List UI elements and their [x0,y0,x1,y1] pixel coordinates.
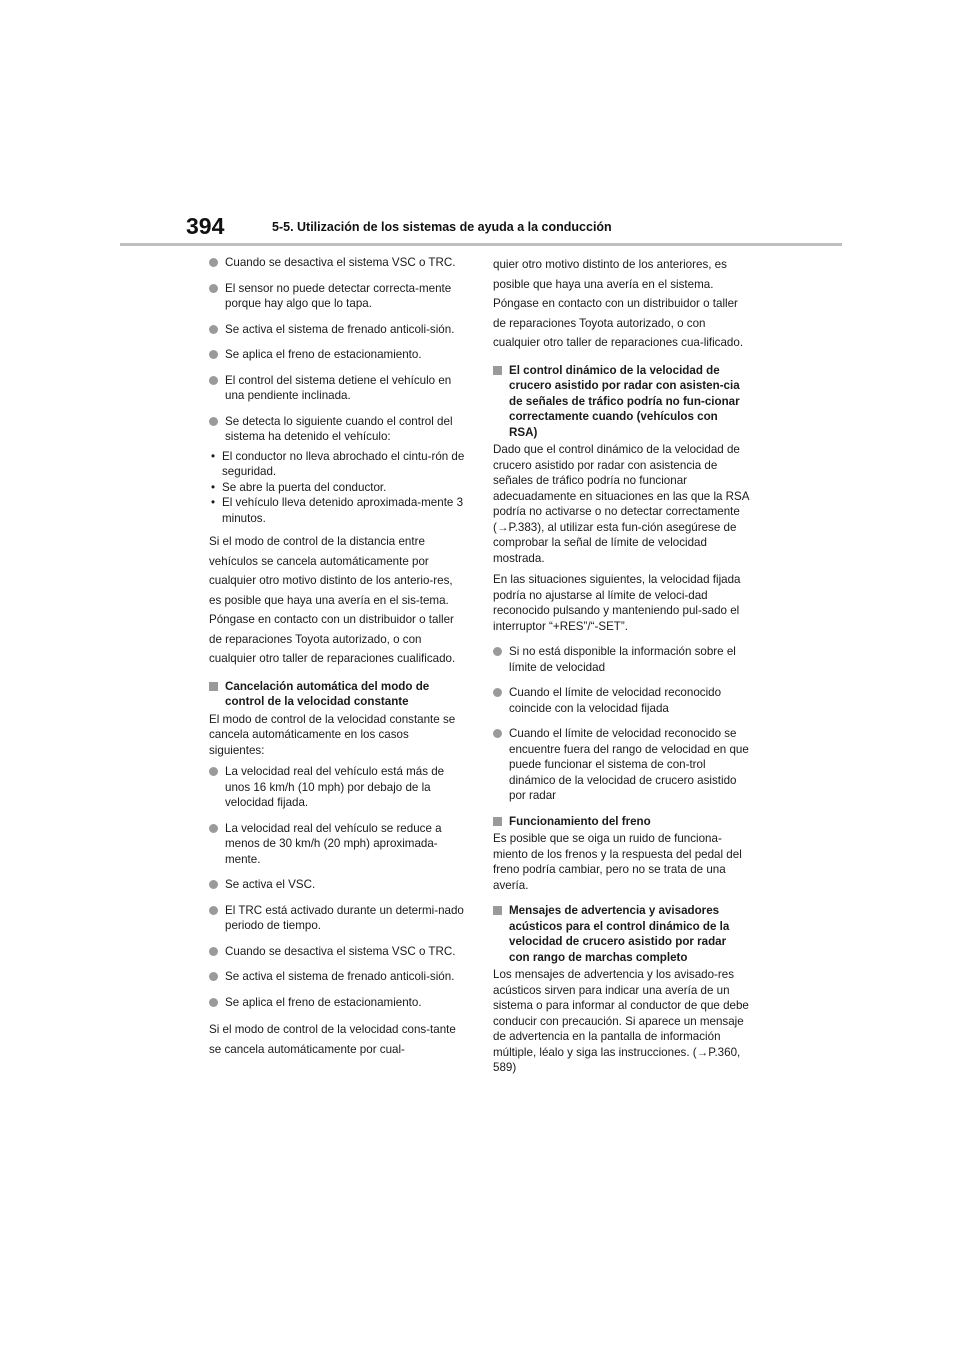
list-item: Cuando se desactiva el sistema VSC o TRC. [209,255,465,271]
bullet-icon [209,325,218,334]
square-bullet-icon [209,682,218,691]
bullet-icon [209,284,218,293]
bullet-icon [209,824,218,833]
list-item: Cuando el límite de velocidad reconocido coincide con la velocidad fijada [493,685,749,716]
sub-bullet-mark: • [211,449,216,463]
list-item: Se aplica el freno de estacionamiento. [209,995,465,1011]
list-item: Se activa el sistema de frenado anticoli-sión. [209,969,465,985]
bullet-icon [493,688,502,697]
list-item: El sensor no puede detectar correcta-mente porque hay algo que lo tapa. [209,281,465,312]
list-item: Se aplica el freno de estacionamiento. [209,347,465,363]
sub-bullet-mark: • [211,496,216,509]
header-divider [120,243,842,246]
sub-list-item: • Se abre la puerta del conductor. [211,480,387,494]
bullet-icon [209,350,218,359]
paragraph-cancel: El modo de control de la velocidad constante se cancela automáticamente en los casos siguientes: [209,712,456,757]
list-item: Cuando se desactiva el sistema VSC o TRC. [209,944,465,960]
bullet-icon [209,947,218,956]
bullet-icon [209,972,218,981]
bullet-icon [209,417,218,426]
sub-bullet-mark: • [211,480,216,494]
paragraph-distance-cancel: Si el modo de control de la distancia entre vehículos se cancela automáticamente por cualquier otro motivo distinto de los anterio-res, es posible que haya una avería en el sis-tema. Póngase en contacto con un distribuidor o taller de reparaciones Toyota autorizado, o con cualquier otro taller de reparaciones cualificado. [209,535,456,665]
list-item: Se activa el sistema de frenado anticoli-sión. [209,322,465,338]
sub-list-item: • El conductor no lleva abrochado el cintu-rón de seguridad. [211,449,465,478]
heading-brake: Funcionamiento del freno [493,814,749,830]
paragraph-warning-messages: Los mensajes de advertencia y los avisado-res acústicos sirven para indicar una avería de un sistema o para informar al conductor de que debe conducir con precaución. Si aparece un mensaje de advertencia en la pantalla de información múltiple, léalo y siga las instrucciones. (→P.360, 589) [493,968,749,1074]
heading-rsa: El control dinámico de la velocidad de crucero asistido por radar con asisten-cia de señales de tráfico podría no fun-cionar correctamente cuando (vehículos con RSA) [493,363,749,441]
paragraph-brake: Es posible que se oiga un ruido de funciona-miento de los frenos y la respuesta del pedal del freno podría cambiar, pero no se trata de una avería. [493,832,742,892]
bullet-icon [209,767,218,776]
page-number: 394 [186,213,225,239]
bullet-icon [209,998,218,1007]
square-bullet-icon [493,366,502,375]
left-column [209,255,465,1065]
paragraph-situations: En las situaciones siguientes, la velocidad fijada podría no ajustarse al límite de veloci-dad reconocido pulsando y manteniendo pul-sado el interruptor “+RES”/“-SET”. [493,573,741,633]
square-bullet-icon [493,817,502,826]
heading-warning-messages: Mensajes de advertencia y avisadores acústicos para el control dinámico de la velocidad de crucero asistido por radar con rango de marchas completo [493,903,749,965]
right-column [493,255,749,1082]
sub-list-item: • El vehículo lleva detenido aproximada-mente 3 minutos. [211,496,464,525]
paragraph-rsa: Dado que el control dinámico de la velocidad de crucero asistido por radar con asistencia de señales de tráfico podría no funcionar adecuadamente en situaciones en las que la RSA podría no activarse o no detectar correctamente (→P.383), al utilizar esta fun-ción asegúrese de comprobar la señal de límite de velocidad mostrada. [493,443,749,565]
heading-cancel: Cancelación automática del modo de control de la velocidad constante [209,679,465,710]
paragraph-constant-cancel-start: Si el modo de control de la velocidad cons-tante se cancela automáticamente por cual- [209,1023,456,1056]
bullet-icon [209,880,218,889]
list-item: La velocidad real del vehículo se reduce a menos de 30 km/h (20 mph) aproximada-mente. [209,821,465,868]
list-item: El TRC está activado durante un determi-nado periodo de tiempo. [209,903,465,934]
bullet-icon [209,376,218,385]
bullet-icon [493,647,502,656]
list-item: Si no está disponible la información sobre el límite de velocidad [493,644,749,675]
bullet-icon [493,729,502,738]
paragraph-constant-cancel-end: quier otro motivo distinto de los anteriores, es posible que haya una avería en el sistema. Póngase en contacto con un distribuidor o taller de reparaciones Toyota autorizado, o con cualquier otro taller de reparaciones cua-lificado. [493,258,744,349]
bullet-icon [209,906,218,915]
square-bullet-icon [493,906,502,915]
list-item: Cuando el límite de velocidad reconocido se encuentre fuera del rango de velocidad en que puede funcionar el sistema de con-trol dinámico de la velocidad de crucero asistido por radar [493,726,749,804]
list-item: Se activa el VSC. [209,877,465,893]
section-title: 5-5. Utilización de los sistemas de ayuda a la conducción [272,220,612,234]
bullet-icon [209,258,218,267]
list-item-detect: Se detecta lo siguiente cuando el control del sistema ha detenido el vehículo: [209,414,465,445]
list-item: La velocidad real del vehículo está más de unos 16 km/h (10 mph) por debajo de la velocidad fijada. [209,764,465,811]
list-item: El control del sistema detiene el vehículo en una pendiente inclinada. [209,373,465,404]
